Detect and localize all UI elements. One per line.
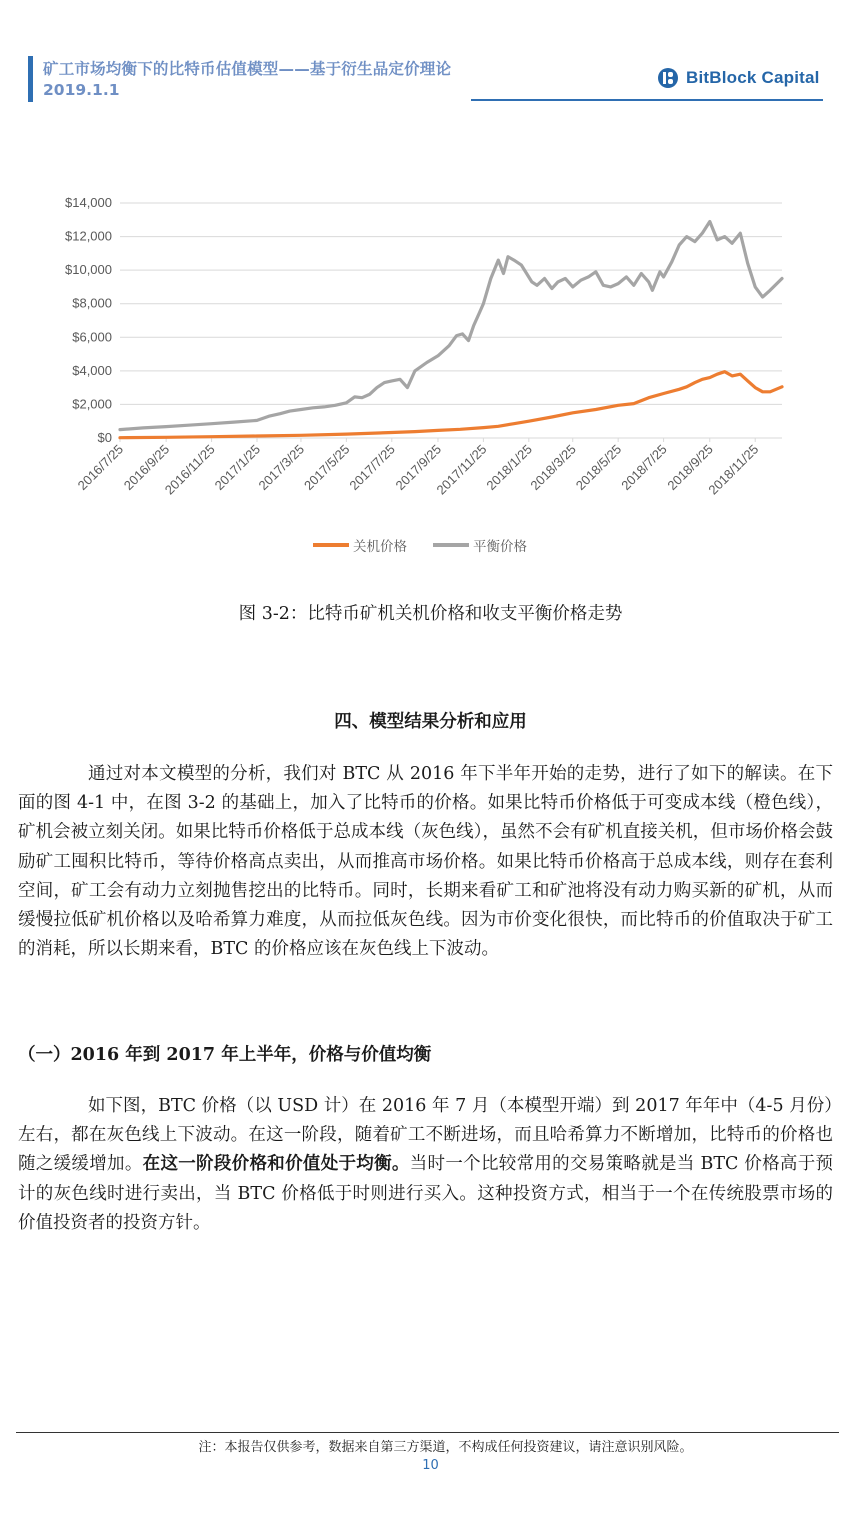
x-tick-label: 2018/1/25 (483, 441, 535, 494)
y-tick-label: $8,000 (72, 295, 112, 311)
x-tick-label: 2017/11/25 (433, 441, 490, 498)
price-trend-chart (40, 185, 800, 525)
x-tick-label: 2017/1/25 (211, 441, 264, 494)
paragraph-text-a: 如下图，BTC 价格（以 USD 计）在 2016 年 7 月（本模型开端）到 2017 年年中（4-5 月份）左右，都在灰色线上下波动。在这一阶段，随着矿工不断进场，而且哈希算力不断增加，比特币的价格也随之缓缓增加。 (18, 1096, 833, 1175)
x-tick-label: 2018/9/25 (664, 441, 716, 494)
x-tick-label: 2016/9/25 (120, 441, 173, 494)
x-tick-label: 2018/7/25 (618, 441, 670, 494)
y-tick-label: $10,000 (65, 262, 112, 278)
report-title: 矿工市场均衡下的比特币估值模型——基于衍生品定价理论 (43, 60, 452, 78)
y-tick-label: $0 (97, 430, 112, 445)
paragraph-emphasis: 在这一阶段价格和价值处于均衡。 (142, 1154, 410, 1175)
legend-label-breakeven: 平衡价格 (473, 539, 527, 555)
bitblock-logo-icon (656, 66, 680, 90)
figure-caption: 图 3-2：比特币矿机关机价格和收支平衡价格走势 (238, 604, 623, 624)
x-tick-label: 2018/3/25 (527, 441, 579, 494)
paragraph-text-b: 当时一个比较常用的交易策略就是当 BTC 价格高于预计的灰色线时进行卖出，当 BTC 价格低于时则进行买入。这种投资方式，相当于一个在传统股票市场的价值投资者的投资方针。 (18, 1154, 834, 1233)
subsection-title: （一）2016 年到 2017 年上半年，价格与价值均衡 (18, 1045, 432, 1065)
legend-swatch-orange (313, 543, 349, 547)
x-tick-label: 2017/9/25 (392, 441, 445, 494)
x-tick-label: 2017/3/25 (255, 441, 308, 494)
y-tick-label: $14,000 (65, 195, 112, 210)
footer-divider (16, 1432, 839, 1433)
page-number: 10 (422, 1458, 439, 1473)
y-tick-label: $12,000 (65, 228, 112, 244)
x-tick-label: 2018/5/25 (572, 441, 625, 494)
report-date: 2019.1.1 (43, 81, 120, 99)
y-tick-label: $4,000 (72, 362, 112, 378)
y-tick-label: $6,000 (72, 329, 112, 345)
legend-swatch-gray (433, 543, 469, 547)
logo-text: BitBlock Capital (686, 68, 820, 87)
company-logo (656, 66, 820, 90)
disclaimer-note: 注：本报告仅供参考，数据来自第三方渠道，不构成任何投资建议，请注意识别风险。 (198, 1440, 693, 1455)
y-tick-label: $2,000 (72, 396, 112, 412)
header-accent-bar (28, 56, 33, 102)
legend-item-breakeven (433, 535, 527, 555)
section-title: 四、模型结果分析和应用 (334, 712, 527, 732)
x-tick-label: 2016/11/25 (161, 441, 218, 498)
legend-label-shutdown: 关机价格 (353, 539, 407, 555)
x-tick-label: 2017/7/25 (346, 441, 398, 494)
series-line-breakeven-price (120, 222, 782, 430)
x-tick-label: 2016/7/25 (74, 441, 127, 494)
chart-legend (313, 535, 553, 555)
x-tick-label: 2017/5/25 (300, 441, 353, 494)
legend-item-shutdown (313, 535, 407, 555)
paragraph-analysis: 通过对本文模型的分析，我们对 BTC 从 2016 年下半年开始的走势，进行了如下的解读。在下面的图 4-1 中，在图 3-2 的基础上，加入了比特币的价格。如果比特币价格低于可变成本线（橙色线），矿机会被立刻关闭。如果比特币价格低于总成本线（灰色线），虽然不会有矿机直接关机，但市场价格会鼓励矿工囤积比特币，等待价格高点卖出，从而推高市场价格。如果比特币价格高于总成本线，则存在套利空间，矿工会有动力立刻抛售挖出的比特币。同时，长期来看矿工和矿池将没有动力购买新的矿机，从而缓慢拉低矿机价格以及哈希算力难度，从而拉低灰色线。因为市价变化很快，而比特币的价值取决于矿工的消耗，所以长期来看，BTC 的价格应该在灰色线上下波动。 (18, 764, 833, 960)
header-divider (471, 99, 823, 101)
paragraph-equilibrium (18, 1092, 833, 1238)
x-tick-label: 2018/11/25 (705, 441, 762, 498)
